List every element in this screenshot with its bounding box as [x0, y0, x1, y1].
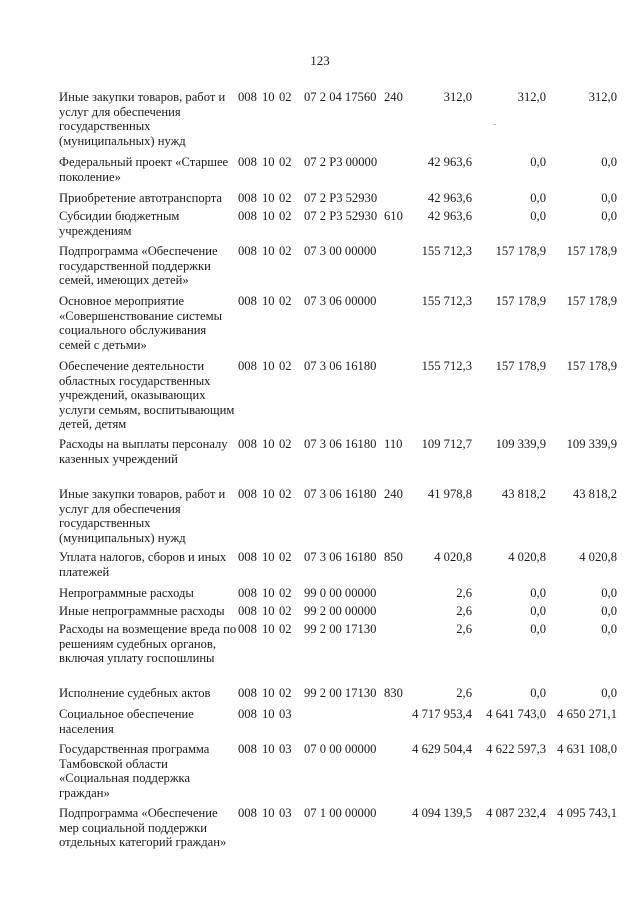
row-value-2: 0,0	[530, 586, 546, 600]
row-pr: 02	[279, 604, 292, 618]
row-value-1: 155 712,3	[421, 359, 472, 373]
row-vr: 240	[384, 487, 403, 501]
row-value-1: 4 020,8	[434, 550, 472, 564]
row-value-1: 4 717 953,4	[412, 707, 472, 721]
row-value-2: 0,0	[530, 191, 546, 205]
row-value-1: 41 978,8	[427, 487, 472, 501]
row-ved: 008	[238, 155, 257, 169]
row-name: Федеральный проект «Старшее поколение»	[59, 155, 229, 184]
row-value-2: 4 020,8	[508, 550, 546, 564]
row-ved: 008	[238, 244, 257, 258]
row-value-3: 43 818,2	[572, 487, 617, 501]
row-csr: 07 3 00 00000	[304, 244, 377, 258]
row-name: Расходы на возмещение вреда по решениям судебных органов, включая уплату госпошлины	[59, 622, 237, 665]
row-csr: 07 2 P3 00000	[304, 155, 378, 169]
page-number: 123	[310, 53, 330, 68]
row-ved: 008	[238, 437, 257, 451]
row-name: Основное мероприятие «Совершенствование системы социального обслуживания семей с детьми»	[59, 294, 223, 352]
row-value-2: 0,0	[530, 604, 546, 618]
row-rz: 10	[262, 487, 275, 501]
row-pr: 03	[279, 742, 292, 756]
row-ved: 008	[238, 707, 257, 721]
row-ved: 008	[238, 686, 257, 700]
row-value-3: 157 178,9	[566, 359, 617, 373]
row-pr: 03	[279, 806, 292, 820]
row-value-1: 42 963,6	[427, 209, 472, 223]
row-value-1: 312,0	[443, 90, 472, 104]
row-vr: 850	[384, 550, 403, 564]
row-value-2: 312,0	[517, 90, 546, 104]
row-name: Подпрограмма «Обеспечение государственной поддержки семей, имеющих детей»	[59, 244, 218, 287]
row-value-1: 2,6	[456, 622, 472, 636]
row-value-2: 157 178,9	[495, 294, 546, 308]
row-csr: 07 2 04 17560	[304, 90, 377, 104]
row-pr: 02	[279, 155, 292, 169]
row-ved: 008	[238, 604, 257, 618]
row-value-3: 312,0	[588, 90, 617, 104]
row-pr: 02	[279, 90, 292, 104]
row-name: Исполнение судебных актов	[59, 686, 211, 700]
row-pr: 03	[279, 707, 292, 721]
row-csr: 07 3 06 16180	[304, 437, 377, 451]
row-name: Субсидии бюджетным учреждениям	[59, 209, 180, 238]
row-ved: 008	[238, 586, 257, 600]
row-csr: 99 2 00 17130	[304, 686, 377, 700]
row-rz: 10	[262, 550, 275, 564]
row-csr: 99 0 00 00000	[304, 586, 377, 600]
row-rz: 10	[262, 294, 275, 308]
row-value-3: 157 178,9	[566, 294, 617, 308]
row-ved: 008	[238, 622, 257, 636]
row-ved: 008	[238, 294, 257, 308]
row-pr: 02	[279, 294, 292, 308]
row-value-3: 0,0	[601, 604, 617, 618]
row-rz: 10	[262, 686, 275, 700]
row-value-1: 4 094 139,5	[412, 806, 472, 820]
row-value-2: 43 818,2	[501, 487, 546, 501]
row-pr: 02	[279, 586, 292, 600]
row-rz: 10	[262, 437, 275, 451]
row-value-3: 0,0	[601, 586, 617, 600]
row-pr: 02	[279, 359, 292, 373]
row-value-2: 4 622 597,3	[486, 742, 546, 756]
row-ved: 008	[238, 550, 257, 564]
row-rz: 10	[262, 209, 275, 223]
row-pr: 02	[279, 244, 292, 258]
row-name: Подпрограмма «Обеспечение мер социальной поддержки отдельных категорий граждан»	[59, 806, 227, 849]
scan-artifact	[493, 124, 496, 125]
row-rz: 10	[262, 90, 275, 104]
row-ved: 008	[238, 742, 257, 756]
row-value-1: 42 963,6	[427, 155, 472, 169]
row-vr: 830	[384, 686, 403, 700]
row-value-2: 0,0	[530, 155, 546, 169]
row-name: Приобретение автотранспорта	[59, 191, 223, 205]
row-value-2: 4 641 743,0	[486, 707, 546, 721]
row-vr: 610	[384, 209, 403, 223]
row-rz: 10	[262, 191, 275, 205]
row-value-1: 109 712,7	[421, 437, 472, 451]
row-pr: 02	[279, 622, 292, 636]
row-value-3: 109 339,9	[566, 437, 617, 451]
row-name: Обеспечение деятельности областных государственных учреждений, оказывающих услуги семьям, воспитывающим детей, детям	[59, 359, 235, 431]
row-value-1: 2,6	[456, 586, 472, 600]
row-csr: 99 2 00 17130	[304, 622, 377, 636]
row-csr: 07 2 P3 52930	[304, 191, 378, 205]
row-value-1: 155 712,3	[421, 244, 472, 258]
row-value-3: 4 095 743,1	[557, 806, 617, 820]
row-value-2: 4 087 232,4	[486, 806, 546, 820]
row-name: Уплата налогов, сборов и иных платежей	[59, 550, 227, 579]
row-value-3: 0,0	[601, 686, 617, 700]
row-value-2: 0,0	[530, 209, 546, 223]
row-ved: 008	[238, 359, 257, 373]
row-value-3: 4 631 108,0	[557, 742, 617, 756]
row-value-1: 4 629 504,4	[412, 742, 472, 756]
row-value-3: 0,0	[601, 622, 617, 636]
row-value-3: 4 020,8	[579, 550, 617, 564]
row-ved: 008	[238, 487, 257, 501]
row-rz: 10	[262, 155, 275, 169]
row-pr: 02	[279, 550, 292, 564]
row-pr: 02	[279, 686, 292, 700]
row-value-2: 0,0	[530, 622, 546, 636]
row-csr: 07 3 06 16180	[304, 359, 377, 373]
row-name: Непрограммные расходы	[59, 586, 194, 600]
row-value-3: 0,0	[601, 191, 617, 205]
row-name: Государственная программа Тамбовской области «Социальная поддержка граждан»	[59, 742, 210, 800]
row-ved: 008	[238, 191, 257, 205]
row-vr: 240	[384, 90, 403, 104]
row-csr: 07 3 06 16180	[304, 550, 377, 564]
row-rz: 10	[262, 604, 275, 618]
row-rz: 10	[262, 622, 275, 636]
row-rz: 10	[262, 359, 275, 373]
row-value-1: 2,6	[456, 686, 472, 700]
row-rz: 10	[262, 707, 275, 721]
row-value-2: 157 178,9	[495, 244, 546, 258]
row-csr: 07 1 00 00000	[304, 806, 377, 820]
row-name: Расходы на выплаты персоналу казенных учреждений	[59, 437, 228, 466]
row-ved: 008	[238, 90, 257, 104]
row-rz: 10	[262, 244, 275, 258]
row-pr: 02	[279, 191, 292, 205]
row-vr: 110	[384, 437, 403, 451]
row-value-2: 157 178,9	[495, 359, 546, 373]
row-pr: 02	[279, 209, 292, 223]
row-value-3: 4 650 271,1	[557, 707, 617, 721]
row-rz: 10	[262, 742, 275, 756]
row-value-1: 155 712,3	[421, 294, 472, 308]
row-csr: 07 2 P3 52930	[304, 209, 378, 223]
row-value-3: 157 178,9	[566, 244, 617, 258]
row-value-1: 42 963,6	[427, 191, 472, 205]
row-name: Иные закупки товаров, работ и услуг для обеспечения государственных (муниципальных) нужд	[59, 90, 226, 148]
row-ved: 008	[238, 209, 257, 223]
row-pr: 02	[279, 487, 292, 501]
row-value-2: 109 339,9	[495, 437, 546, 451]
row-rz: 10	[262, 586, 275, 600]
row-value-1: 2,6	[456, 604, 472, 618]
row-value-3: 0,0	[601, 209, 617, 223]
row-csr: 07 3 06 00000	[304, 294, 377, 308]
row-name: Иные закупки товаров, работ и услуг для обеспечения государственных (муниципальных) нужд	[59, 487, 226, 545]
row-value-3: 0,0	[601, 155, 617, 169]
row-ved: 008	[238, 806, 257, 820]
row-csr: 99 2 00 00000	[304, 604, 377, 618]
row-name: Социальное обеспечение населения	[59, 707, 194, 736]
row-name: Иные непрограммные расходы	[59, 604, 225, 618]
row-csr: 07 3 06 16180	[304, 487, 377, 501]
row-csr: 07 0 00 00000	[304, 742, 377, 756]
row-rz: 10	[262, 806, 275, 820]
row-pr: 02	[279, 437, 292, 451]
row-value-2: 0,0	[530, 686, 546, 700]
